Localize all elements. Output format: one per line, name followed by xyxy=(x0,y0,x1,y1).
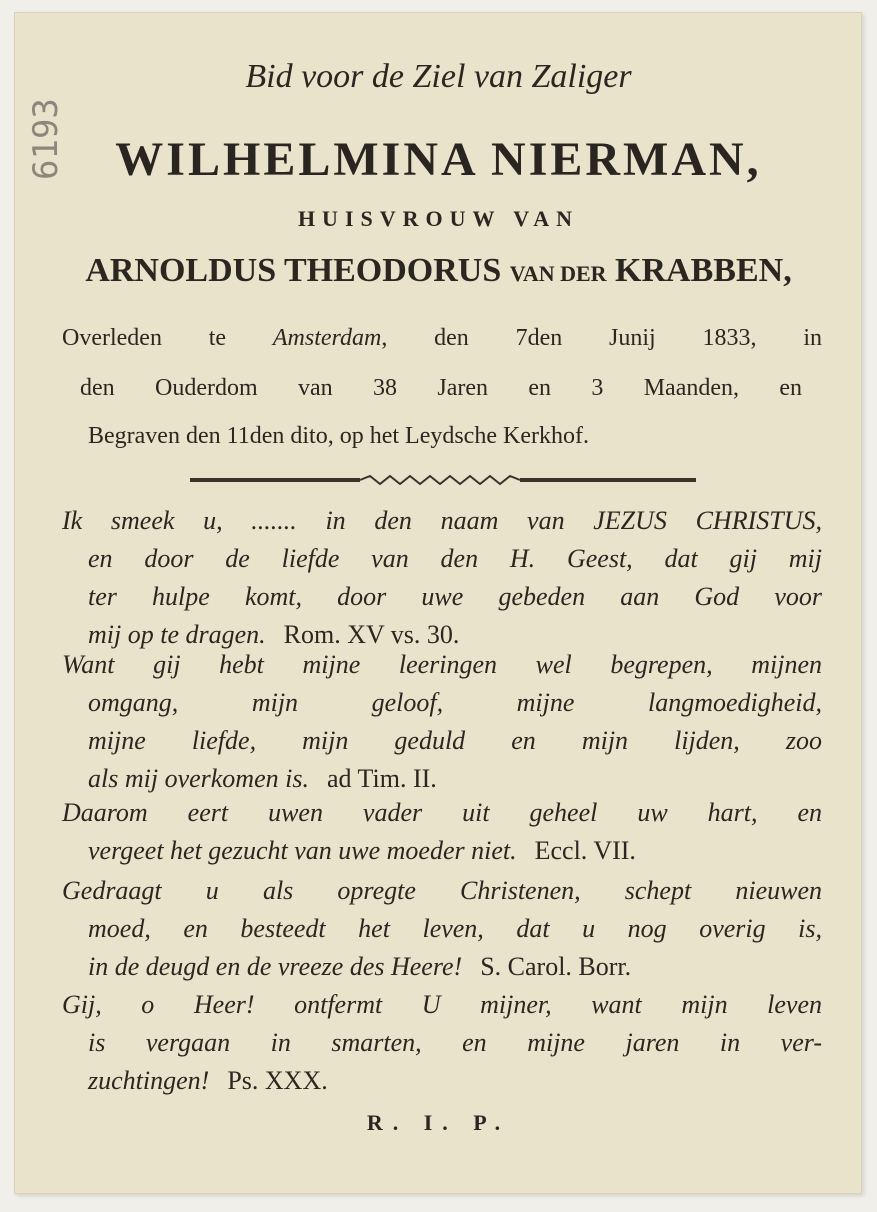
verse-line: en door de liefde van den H. Geest, dat gij mij xyxy=(88,544,822,573)
verse-text: vergeet het gezucht van uwe moeder niet. xyxy=(88,836,517,865)
verse-text: in de deugd en de vreeze des Heere! xyxy=(88,952,463,981)
verse-line: Daarom eert uwen vader uit geheel uw hart, en xyxy=(62,798,822,827)
deceased-name: WILHELMINA NIERMAN, xyxy=(115,133,762,186)
ornamental-divider xyxy=(190,474,696,486)
verse-line: Ik smeek u, ....... in den naam van JEZUS CHRISTUS, xyxy=(62,506,822,535)
husband-first-names: ARNOLDUS THEODORUS xyxy=(85,252,502,289)
verse-reference: ad Tim. II. xyxy=(326,764,437,793)
death-info-line-3: Begraven den 11den dito, op het Leydsche Kerkhof. xyxy=(88,423,589,449)
verse-line: ter hulpe komt, door uwe gebeden aan God voor xyxy=(88,582,822,611)
death-info-line-2: den Ouderdom van 38 Jaren en 3 Maanden, en xyxy=(80,375,802,401)
verse-line: Want gij hebt mijne leeringen wel begrepen, mijnen xyxy=(62,650,822,679)
verse-line: Gij, o Heer! ontfermt U mijner, want mijn leven xyxy=(62,990,822,1019)
death-city: Amsterdam xyxy=(272,325,382,351)
verse-text: zuchtingen! xyxy=(88,1066,210,1095)
verse-last-line xyxy=(62,948,822,986)
rip: R. I. P. xyxy=(366,1110,511,1135)
handwritten-number: 6193 xyxy=(26,98,66,180)
verse-reference: S. Carol. Borr. xyxy=(480,952,632,981)
verse-5 xyxy=(62,986,822,1100)
husband-name xyxy=(0,252,877,290)
verse-reference: Rom. XV vs. 30. xyxy=(283,620,460,649)
verse-line: mijne liefde, mijn geduld en mijn lijden, zoo xyxy=(88,726,822,755)
verse-line: is vergaan in smarten, en mijne jaren in ver- xyxy=(88,1028,822,1057)
verse-4 xyxy=(62,872,822,986)
verse-last-line xyxy=(62,832,822,870)
verse-last-line xyxy=(62,1062,822,1100)
husband-surname: KRABBEN, xyxy=(615,252,792,289)
death-info-text: Overleden te xyxy=(62,325,227,351)
verse-reference: Eccl. VII. xyxy=(534,836,636,865)
verse-last-line xyxy=(62,760,822,798)
verse-1 xyxy=(62,502,822,654)
death-info-line-1 xyxy=(62,318,822,358)
verse-line: Gedraagt u als opregte Christenen, schept nieuwen xyxy=(62,876,822,905)
verse-reference: Ps. XXX. xyxy=(227,1066,328,1095)
death-date: , den 7den Junij 1833, in xyxy=(381,325,822,351)
verse-3 xyxy=(62,794,822,870)
verse-2 xyxy=(62,646,822,798)
husband-prefix: VAN DER xyxy=(509,261,607,286)
wife-of-label: HUISVROUW VAN xyxy=(297,206,580,231)
prayer-line: Bid voor de Ziel van Zaliger xyxy=(245,58,632,95)
verse-line: moed, en besteedt het leven, dat u nog overig is, xyxy=(88,914,822,943)
verse-text: als mij overkomen is. xyxy=(88,764,309,793)
verse-line: omgang, mijn geloof, mijne langmoedigheid, xyxy=(88,688,822,717)
verse-text: mij op te dragen. xyxy=(88,620,266,649)
